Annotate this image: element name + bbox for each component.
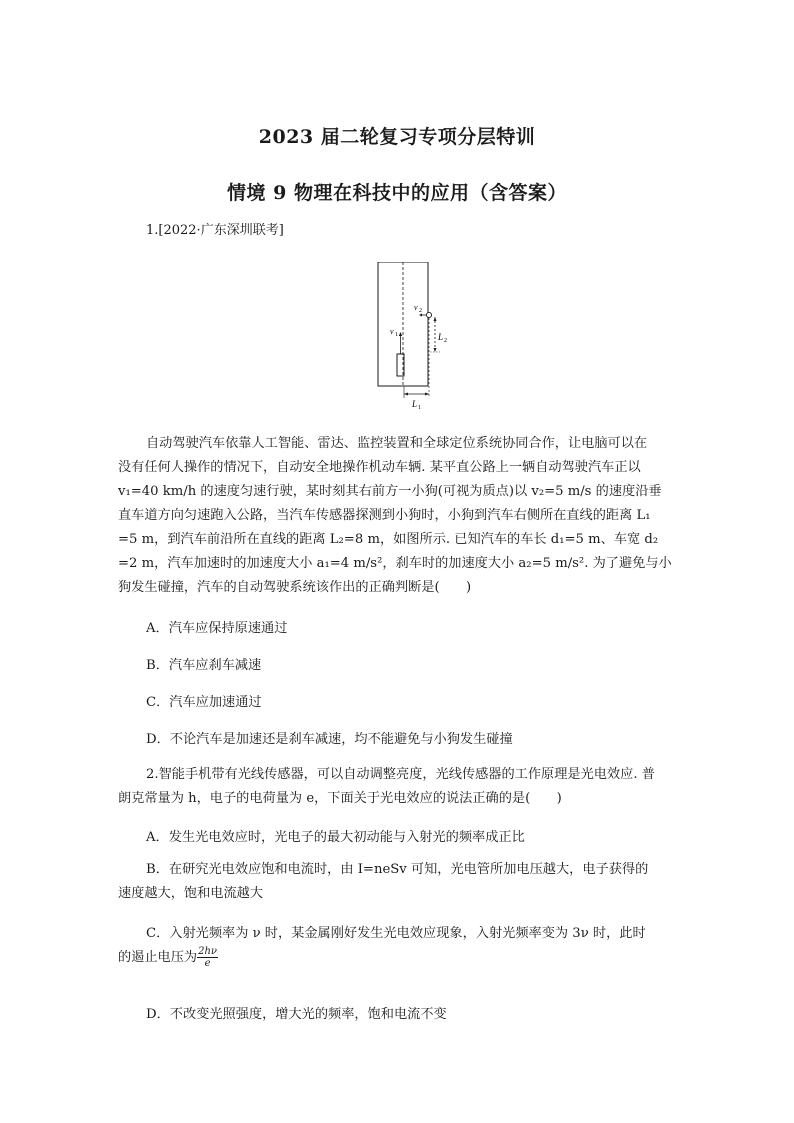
q1-option-a: A．汽车应保持原速通过: [146, 621, 288, 636]
dog-point: [426, 312, 431, 317]
label-v1: v: [390, 327, 394, 336]
q1-line: =5 m，到汽车前沿所在直线的距离 L₂=8 m，如图所示. 已知汽车的车长 d₁=5 m、车宽 d₂: [118, 532, 659, 547]
q1-line: =2 m，汽车加速时的加速度大小 a₁=4 m/s²，刹车时的加速度大小 a₂=5 m/s². 为了避免与小: [118, 556, 672, 571]
q1-option-b: B．汽车应刹车减速: [146, 658, 262, 673]
q2-option-c: C．入射光频率为 ν 时，某金属刚好发生光电效应现象，入射光频率变为 3ν 时，此时 的遏止电压为 $\frac{2h\nu}{e}$: [118, 926, 646, 969]
q2-option-d: D．不改变光照强度，增大光的频率，饱和电流不变: [146, 1007, 447, 1022]
question-1-source: 1.[2022·广东深圳联考]: [146, 223, 284, 238]
document-subtitle: 情境 9 物理在科技中的应用（含答案）: [227, 182, 567, 204]
q2-line: 2.智能手机带有光线传感器，可以自动调整亮度，光线传感器的工作原理是光电效应. 普: [146, 767, 655, 782]
svg-text:2: 2: [419, 308, 422, 314]
q2-option-a: A．发生光电效应时，光电子的最大初动能与入射光的频率成正比: [146, 830, 525, 845]
question-1-figure: [372, 262, 462, 416]
q2-option-b: B．在研究光电效应饱和电流时，由 I=neSv 可知，光电管所加电压越大，电子获得的 速度越大，饱和电流越大: [118, 862, 649, 901]
q1-option-c: C．汽车应加速通过: [146, 695, 262, 710]
svg-text:2: 2: [444, 338, 447, 344]
fraction: $\frac{2h\nu}{e}$: [198, 946, 218, 969]
question-1-stem: [118, 432, 678, 600]
label-v2: v: [414, 303, 418, 312]
q1-line: 狗发生碰撞，汽车的自动驾驶系统该作出的正确判断是( ): [118, 580, 472, 595]
q1-line: 直车道方向匀速跑入公路，当汽车传感器探测到小狗时，小狗到汽车右侧所在直线的距离 L₁: [118, 508, 651, 523]
q1-line: v₁=40 km/h 的速度匀速行驶，某时刻其右前方一小狗(可视为质点)以 v₂=5 m/s 的速度沿垂: [118, 484, 662, 499]
svg-text:1: 1: [418, 405, 421, 411]
svg-text:1: 1: [395, 332, 398, 338]
document-title: 2023 届二轮复习专项分层特训: [258, 126, 536, 148]
q1-line: 没有任何人操作的情况下，自动安全地操作机动车辆. 某平直公路上一辆自动驾驶汽车正以: [118, 460, 641, 475]
road-diagram: [372, 262, 462, 412]
q1-option-d: D．不论汽车是加速还是刹车减速，均不能避免与小狗发生碰撞: [146, 732, 513, 747]
q1-line: 自动驾驶汽车依靠人工智能、雷达、监控装置和全球定位系统协同合作，让电脑可以在: [146, 436, 648, 451]
label-L2: L: [438, 332, 444, 342]
question-2-stem: [118, 763, 678, 811]
label-L1: L: [412, 399, 418, 409]
q2-line: 朗克常量为 h，电子的电荷量为 e，下面关于光电效应的说法正确的是( ): [118, 791, 562, 806]
